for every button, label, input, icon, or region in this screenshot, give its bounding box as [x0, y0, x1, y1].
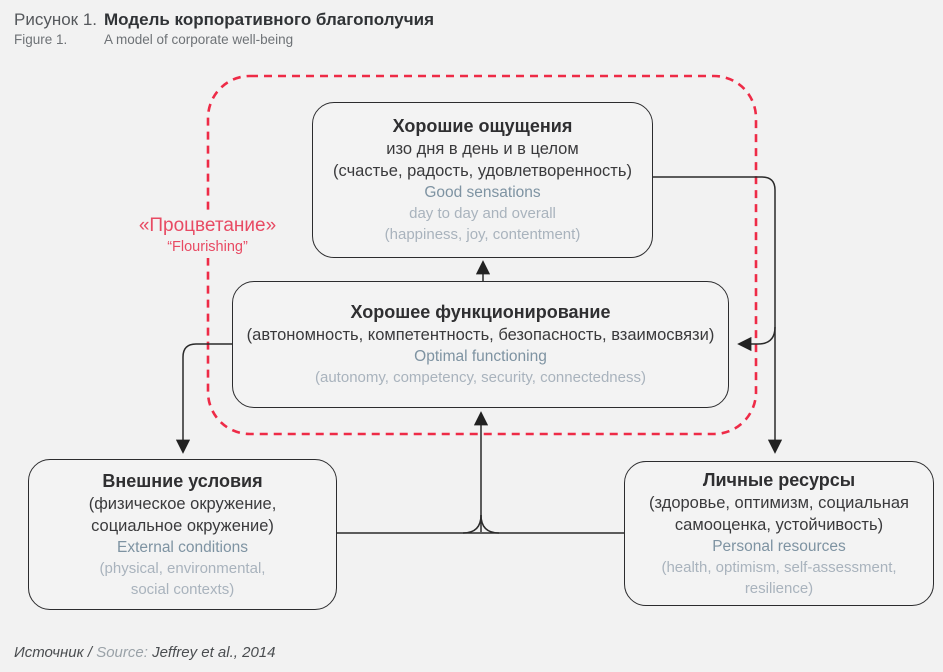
source-label-en: Source:: [96, 644, 148, 661]
box-external-conditions: [28, 459, 337, 610]
box-line-ru: (автономность, компетентность, безопасность, взаимосвязи): [246, 326, 715, 344]
box-personal-resources: [624, 461, 934, 606]
box-line-ru: (счастье, радость, удовлетворенность): [333, 162, 632, 180]
box-line-en: (happiness, joy, contentment): [384, 226, 581, 243]
source-citation: Jeffrey et al., 2014: [152, 644, 276, 661]
box-line-ru: изо дня в день и в целом: [386, 140, 579, 158]
flourishing-label-en: “Flourishing”: [167, 239, 248, 255]
box-title-ru: Внешние условия: [102, 470, 263, 491]
box-line-ru: самооценка, устойчивость): [674, 515, 884, 534]
source-note: [14, 644, 275, 661]
figure-caption-ru: [14, 9, 434, 31]
box-good-sensations: [312, 102, 653, 258]
flourishing-label-ru: «Процветание»: [138, 215, 277, 236]
box-title-en: Optimal functioning: [414, 348, 547, 365]
box-title-ru: Личные ресурсы: [702, 469, 856, 490]
box-line-en: day to day and overall: [409, 205, 556, 222]
figure-caption-en: [14, 31, 434, 49]
box-title-en: Personal resources: [712, 537, 846, 555]
box-line-en: resilience): [744, 579, 814, 597]
figure-title-ru: Модель корпоративного благополучия: [104, 10, 434, 29]
figure-title-en: A model of corporate well-being: [104, 32, 294, 47]
fillet-right: [481, 515, 499, 533]
box-line-ru: (физическое окружение,: [88, 494, 277, 513]
box-line-en: social contexts): [130, 580, 235, 598]
source-label-ru: Источник /: [14, 644, 93, 661]
box-title-ru: Хорошее функционирование: [350, 302, 611, 322]
box-title-en: External conditions: [117, 538, 248, 556]
box-title-ru: Хорошие ощущения: [392, 116, 573, 136]
fillet-left: [463, 515, 481, 533]
box-line-en: (health, optimism, self-assessment,: [661, 558, 897, 576]
flourishing-label: [117, 212, 298, 258]
figure-caption: [14, 9, 434, 49]
figure-number-en: Figure 1.: [14, 32, 68, 47]
box-title-en: Good sensations: [424, 184, 541, 201]
figure-number-ru: Рисунок 1.: [14, 10, 98, 29]
arrow-right-branch-to-functioning: [740, 327, 775, 344]
box-optimal-functioning: [232, 281, 729, 408]
box-line-ru: социальное окружение): [91, 516, 274, 535]
box-line-en: (autonomy, competency, security, connectedness): [315, 369, 646, 386]
box-line-ru: (здоровье, оптимизм, социальная: [649, 493, 909, 512]
box-line-en: (physical, environmental,: [99, 559, 266, 577]
